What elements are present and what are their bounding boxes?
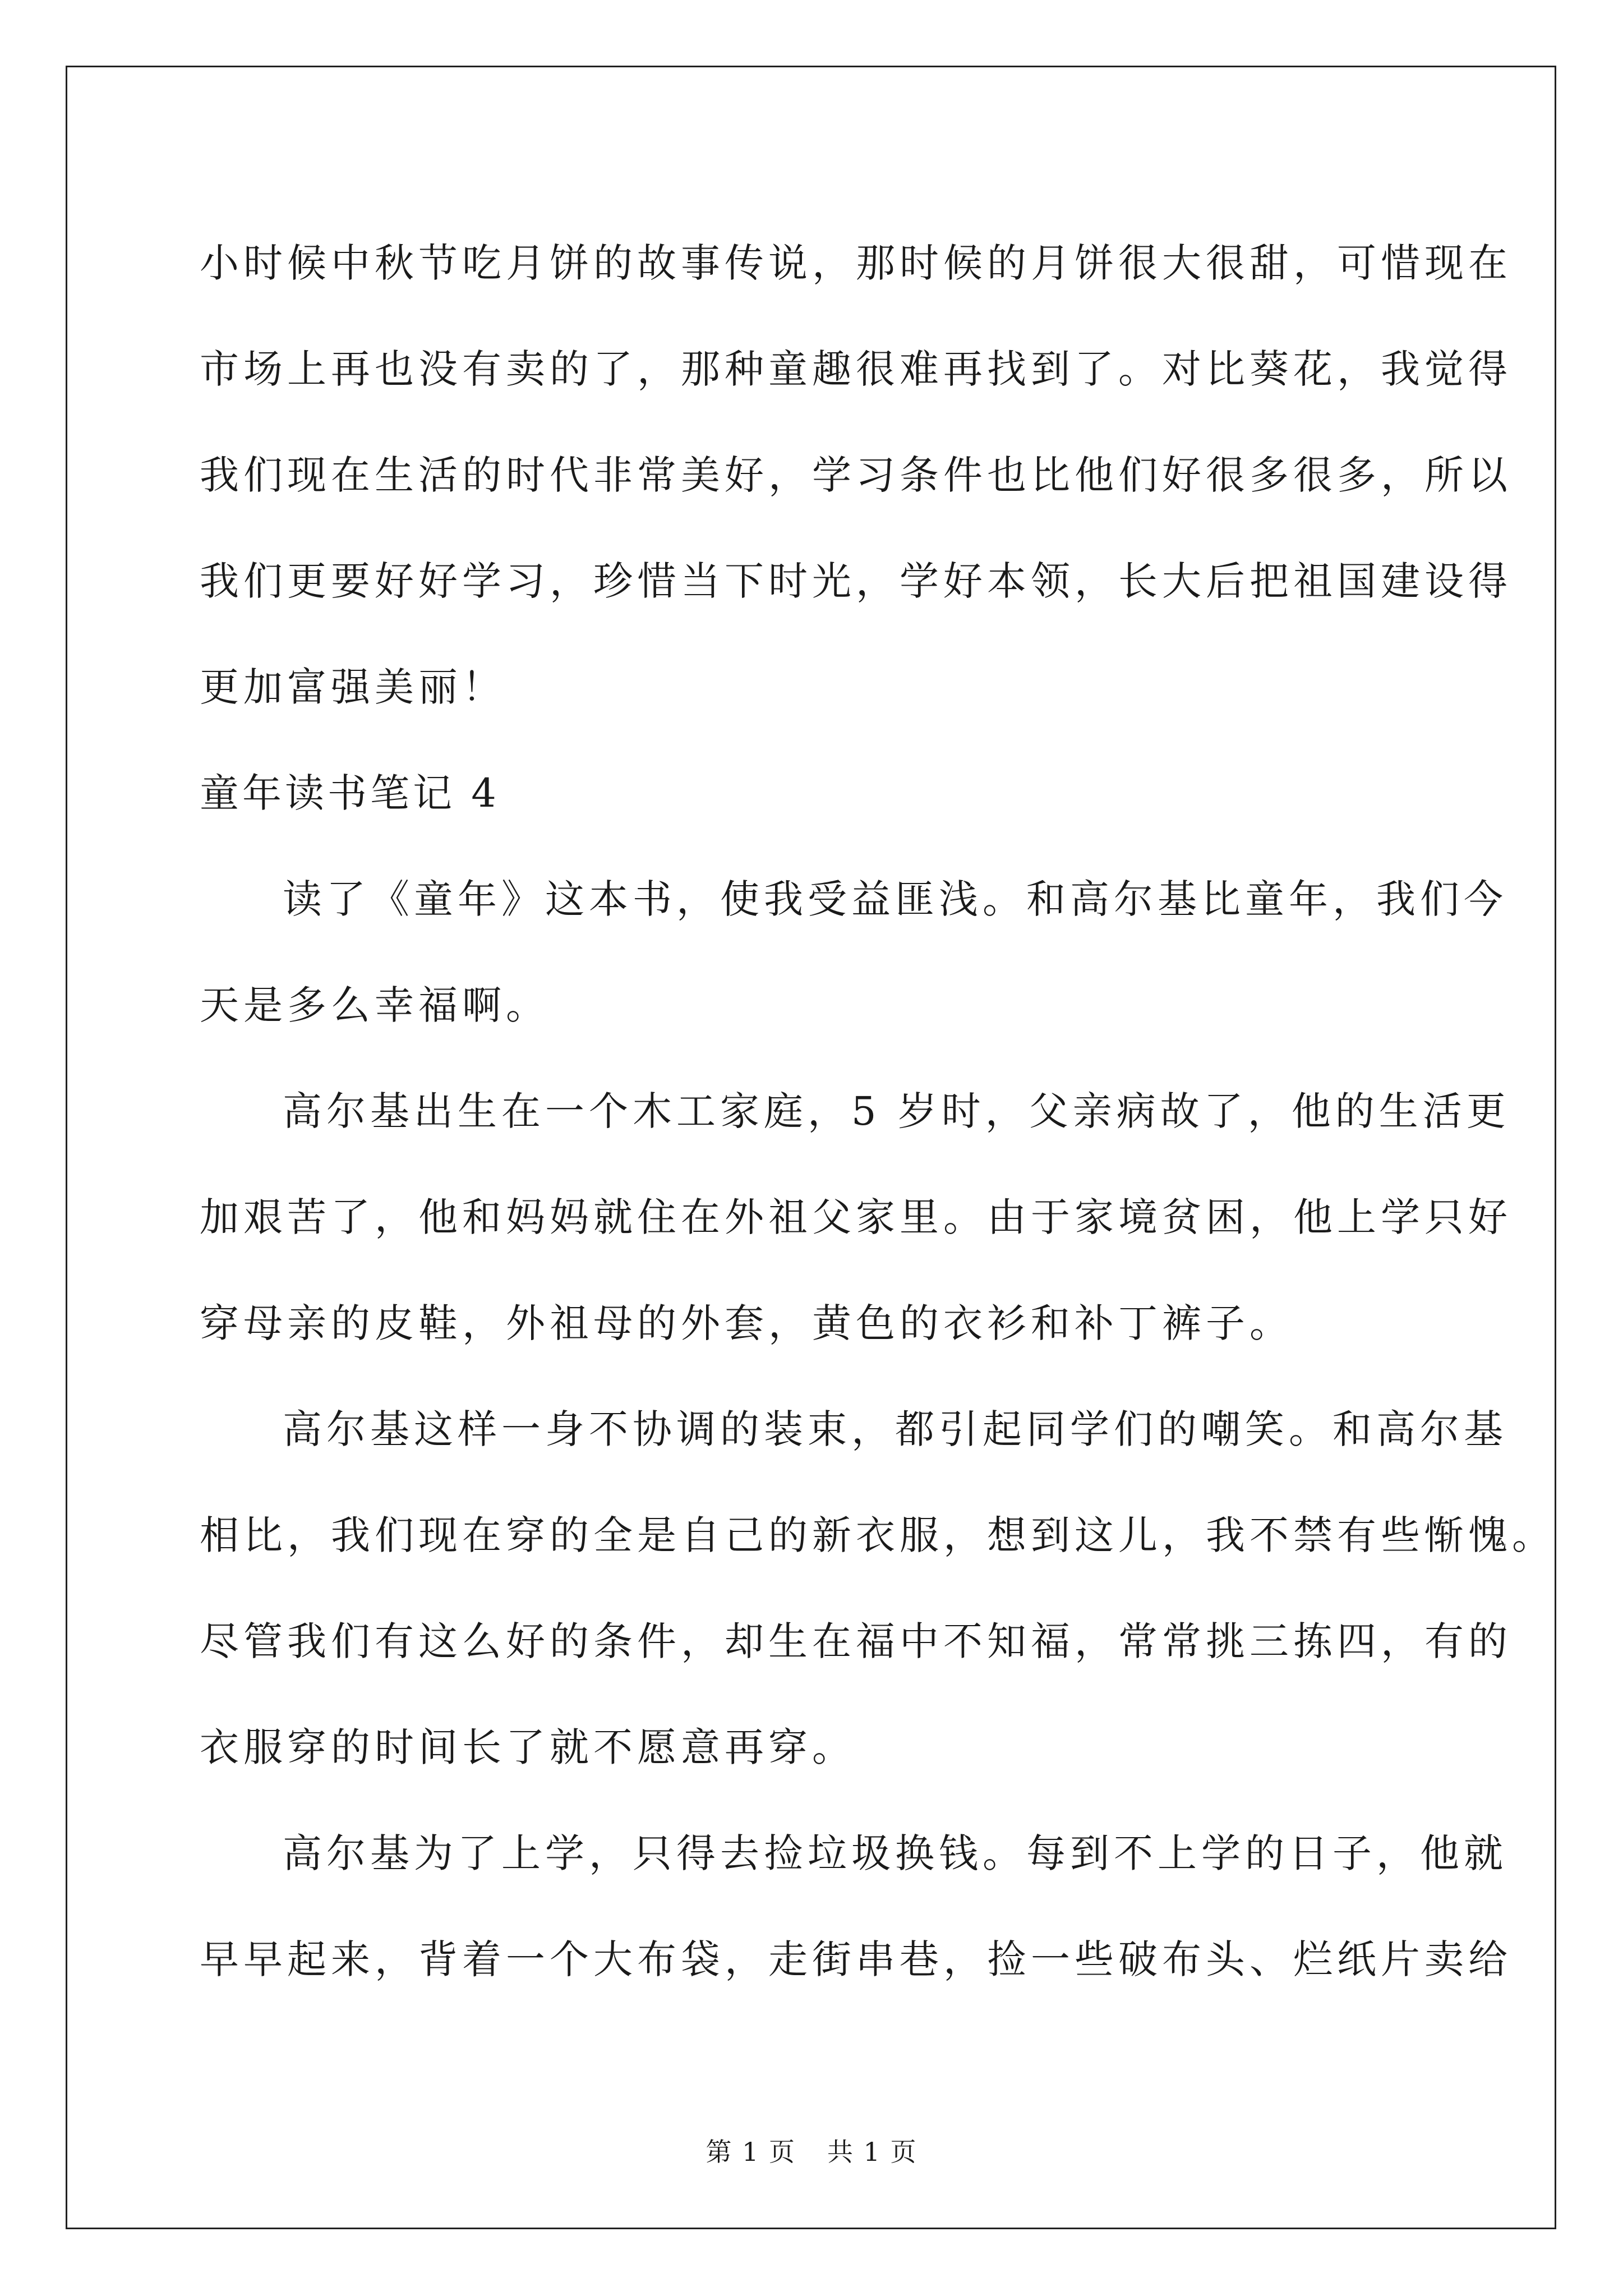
section-heading: 童年读书笔记 4 xyxy=(200,770,500,816)
paragraph-first-line: 高尔基为了上学，只得去捡垃圾换钱。每到不上学的日子，他就 xyxy=(283,1830,1507,1876)
paragraph-first-line: 读了《童年》这本书，使我受益匪浅。和高尔基比童年，我们今 xyxy=(283,876,1507,922)
paragraph-first-line: 高尔基这样一身不协调的装束，都引起同学们的嘲笑。和高尔基 xyxy=(283,1406,1507,1452)
text-line: 我们现在生活的时代非常美好，学习条件也比他们好很多很多，所以 xyxy=(200,452,1512,498)
text-line: 小时候中秋节吃月饼的故事传说，那时候的月饼很大很甜，可惜现在 xyxy=(200,240,1512,286)
page-number-total: 共 1 页 xyxy=(827,2137,917,2167)
text-line: 更加富强美丽！ xyxy=(200,664,506,710)
paragraph-first-line: 高尔基出生在一个木工家庭，5 岁时，父亲病故了，他的生活更 xyxy=(283,1088,1510,1134)
text-line: 早早起来，背着一个大布袋，走街串巷，捡一些破布头、烂纸片卖给 xyxy=(200,1936,1512,1982)
text-line: 我们更要好好学习，珍惜当下时光，学好本领，长大后把祖国建设得 xyxy=(200,558,1512,604)
text-line: 衣服穿的时间长了就不愿意再穿。 xyxy=(200,1724,856,1770)
text-line: 穿母亲的皮鞋，外祖母的外套，黄色的衣衫和补丁裤子。 xyxy=(200,1300,1293,1346)
text-line: 市场上再也没有卖的了，那种童趣很难再找到了。对比葵花，我觉得 xyxy=(200,346,1512,392)
page-footer xyxy=(0,2132,1623,2169)
text-line: 加艰苦了，他和妈妈就住在外祖父家里。由于家境贫困，他上学只好 xyxy=(200,1194,1512,1240)
text-line: 相比，我们现在穿的全是自己的新衣服，想到这儿，我不禁有些惭愧。 xyxy=(200,1512,1556,1558)
page-number-current: 第 1 页 xyxy=(706,2137,796,2167)
document-body xyxy=(200,210,1556,2013)
text-line: 天是多么幸福啊。 xyxy=(200,982,550,1028)
text-line: 尽管我们有这么好的条件，却生在福中不知福，常常挑三拣四，有的 xyxy=(200,1618,1512,1664)
